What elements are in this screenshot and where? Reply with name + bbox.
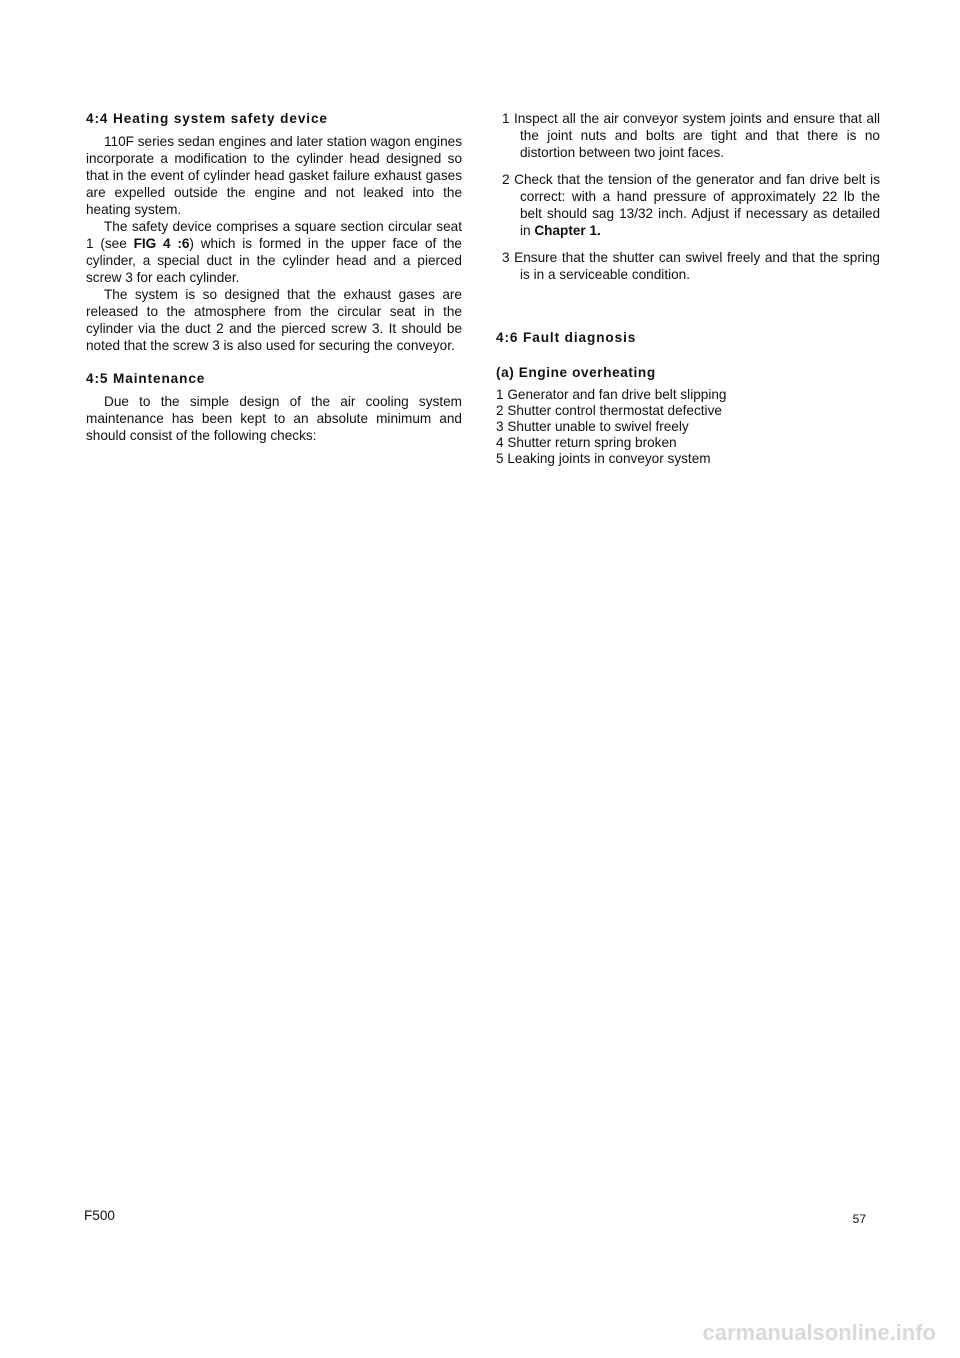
maintenance-checks-list	[496, 110, 880, 283]
list-item: 2 Shutter control thermostat defective	[496, 403, 722, 418]
list-item: 1 Generator and fan drive belt slipping	[496, 387, 727, 402]
section-4-4-paragraph-3: The system is so designed that the exhaust gases are released to the atmosphere from the circular seat in the cylinder via the duct 2 and the pierced screw 3. It should be noted that the screw 3 is also used for securing the conveyor.	[86, 287, 462, 353]
section-4-5-heading: 4:5 Maintenance	[86, 371, 206, 386]
fault-list	[496, 387, 880, 467]
check-item-1: 1 Inspect all the air conveyor system joints and ensure that all the joint nuts and bolts are tight and that there is no distortion between two joint faces.	[502, 111, 880, 160]
section-4-4-paragraph-1: 110F series sedan engines and later station wagon engines incorporate a modification to the cylinder head designed so that in the event of cylinder head gasket failure exhaust gases are expelled outside the engine and not leaked into the heating system.	[86, 134, 462, 217]
watermark: carmanualsonline.info	[702, 1320, 936, 1345]
check-item-2: 2 Check that the tension of the generator and fan drive belt is correct: with a hand pressure of approximately 22 lb the belt should sag 13/32 inch. Adjust if necessary as detailed in Chapter 1.	[502, 172, 880, 238]
engine-overheating-subheading: (a) Engine overheating	[496, 365, 656, 380]
left-column	[86, 110, 462, 444]
list-item: 3 Shutter unable to swivel freely	[496, 419, 689, 434]
section-4-4-paragraph-2: The safety device comprises a square section circular seat 1 (see FIG 4 :6) which is formed in the upper face of the cylinder, a special duct in the cylinder head and a pierced screw 3 for each cylinder.	[86, 219, 462, 285]
footer-model: F500	[84, 1208, 115, 1223]
list-item: 5 Leaking joints in conveyor system	[496, 451, 711, 466]
check-item-3: 3 Ensure that the shutter can swivel freely and that the spring is in a serviceable condition.	[502, 250, 880, 282]
section-4-6-heading: 4:6 Fault diagnosis	[496, 330, 637, 345]
chapter-reference: Chapter 1.	[534, 223, 601, 238]
right-column	[496, 110, 880, 467]
section-4-5-paragraph-1: Due to the simple design of the air cooling system maintenance has been kept to an absolute minimum and should consist of the following checks:	[86, 394, 462, 443]
list-item: 4 Shutter return spring broken	[496, 435, 677, 450]
page-number: 57	[852, 1212, 866, 1226]
section-4-4-heading: 4:4 Heating system safety device	[86, 111, 328, 126]
fig-reference: FIG 4 :6	[133, 236, 190, 251]
